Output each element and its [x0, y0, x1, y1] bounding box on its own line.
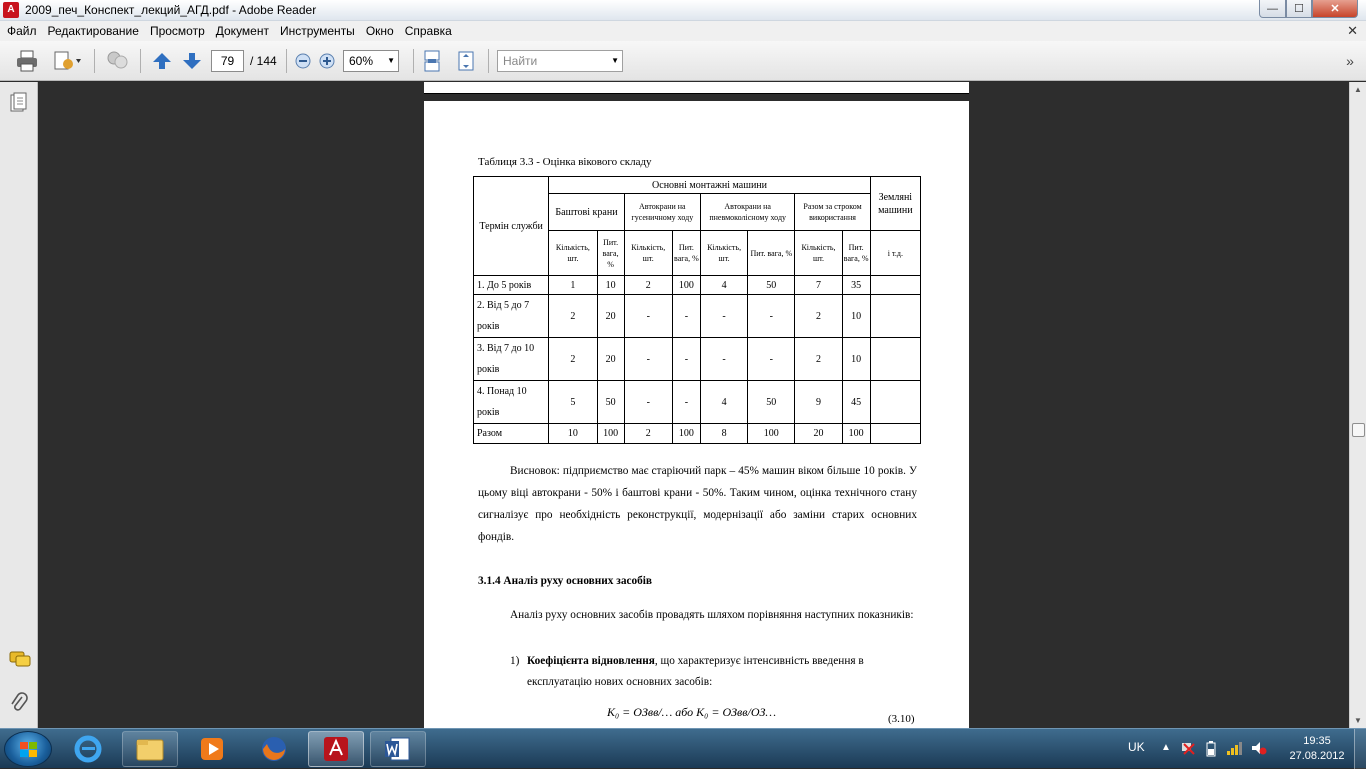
- table-cell: 50: [748, 381, 795, 424]
- adobe-reader-icon: A: [3, 2, 19, 18]
- table-cell: [870, 381, 920, 424]
- table-cell: 20: [597, 338, 624, 381]
- taskbar-media-player[interactable]: [184, 731, 240, 767]
- menu-tools[interactable]: Инструменты: [279, 24, 355, 38]
- list-item-bold: Коефіцієнта відновлення: [527, 655, 655, 667]
- table-cell: 4. Понад 10 років: [474, 381, 549, 424]
- table-cell: 45: [842, 381, 870, 424]
- internet-explorer-icon: [73, 734, 103, 764]
- table-cell: 2: [549, 338, 597, 381]
- taskbar-word[interactable]: [370, 731, 426, 767]
- taskbar-adobe-reader[interactable]: [308, 731, 364, 767]
- page-scroll-icon: [422, 50, 442, 72]
- header-qty: Кількість, шт.: [700, 231, 747, 276]
- header-main-machines: Основні монтажні машини: [549, 177, 870, 194]
- table-cell: 2: [795, 295, 842, 338]
- printer-icon: [15, 50, 39, 72]
- arrow-up-icon: [152, 51, 172, 71]
- taskbar-ie[interactable]: [60, 731, 116, 767]
- table-cell: [870, 295, 920, 338]
- expand-icon[interactable]: »: [1346, 53, 1354, 69]
- window-controls: [1259, 0, 1358, 18]
- age-structure-table: [473, 176, 921, 444]
- table-cell: 50: [748, 276, 795, 295]
- arrow-down-icon: [182, 51, 202, 71]
- header-share: Пит. вага, %: [842, 231, 870, 276]
- table-cell: 2: [624, 276, 672, 295]
- table-cell: -: [672, 381, 700, 424]
- comments-icon[interactable]: [9, 650, 31, 675]
- adobe-reader-icon: [322, 735, 350, 763]
- section-heading: 3.1.4 Аналіз руху основних засобів: [478, 575, 653, 587]
- page-number-input[interactable]: 79: [211, 50, 244, 72]
- toolbar: [0, 41, 1366, 81]
- table-cell: 100: [748, 424, 795, 444]
- pdf-page: [424, 101, 969, 728]
- table-cell: 100: [672, 424, 700, 444]
- battery-icon[interactable]: [1206, 741, 1216, 760]
- menu-close-icon[interactable]: ✕: [1347, 23, 1358, 38]
- table-row: [474, 276, 921, 295]
- find-placeholder: Найти: [503, 54, 538, 68]
- volume-icon[interactable]: [1251, 741, 1267, 758]
- table-row: [474, 295, 921, 338]
- media-player-icon: [198, 735, 226, 763]
- menu-view[interactable]: Просмотр: [149, 24, 205, 38]
- signal-icon[interactable]: [1226, 741, 1242, 758]
- table-cell: 9: [795, 381, 842, 424]
- menu-help[interactable]: Справка: [404, 24, 452, 38]
- header-total-by-term: Разом за строком використання: [795, 194, 870, 231]
- word-icon: [383, 735, 413, 763]
- taskbar-explorer[interactable]: [122, 731, 178, 767]
- table-cell: 100: [597, 424, 624, 444]
- table-cell: 10: [549, 424, 597, 444]
- previous-page-bottom: [424, 82, 969, 94]
- table-cell: -: [748, 338, 795, 381]
- table-cell: 4: [700, 276, 747, 295]
- zoom-value: 60%: [349, 54, 374, 68]
- table-cell: 35: [842, 276, 870, 295]
- table-cell: 5: [549, 381, 597, 424]
- table-cell: 2. Від 5 до 7 років: [474, 295, 549, 338]
- list-item-text: , що характеризує інтенсивність введення в: [654, 655, 864, 667]
- header-share: Пит. вага, %: [597, 231, 624, 276]
- header-qty: Кількість, шт.: [795, 231, 842, 276]
- zoom-in-icon: [319, 53, 335, 69]
- print-button[interactable]: [14, 49, 40, 73]
- table-cell: -: [672, 338, 700, 381]
- table-cell: 2: [795, 338, 842, 381]
- find-dropdown-icon[interactable]: ▼: [611, 56, 619, 65]
- chevron-down-icon: ▼: [387, 56, 395, 65]
- table-cell: 3. Від 7 до 10 років: [474, 338, 549, 381]
- header-pneumatic-cranes: Автокрани на пневмоколісному ходу: [700, 194, 794, 231]
- header-earth-machines: Земляні машини: [870, 177, 920, 231]
- list-item: [527, 651, 917, 671]
- title-bar: [0, 0, 1366, 21]
- window-title: 2009_печ_Конспект_лекций_АГД.pdf - Adobe Reader: [25, 3, 317, 17]
- menu-bar: [0, 21, 1366, 41]
- table-cell: 8: [700, 424, 747, 444]
- fit-page-icon: [456, 50, 476, 72]
- folder-icon: [135, 736, 165, 762]
- table-cell: 2: [624, 424, 672, 444]
- scroll-thumb[interactable]: [1352, 423, 1365, 437]
- menu-edit[interactable]: Редактирование: [47, 24, 139, 38]
- table-cell: 10: [842, 295, 870, 338]
- share-button[interactable]: [103, 49, 131, 73]
- scrolling-mode-button[interactable]: [420, 49, 444, 73]
- vertical-scrollbar[interactable]: [1349, 82, 1366, 728]
- table-cell: 2: [549, 295, 597, 338]
- windows-logo-icon: [20, 742, 38, 758]
- conclusion-paragraph: Висновок: підприємство має старіючий парк – 45% машин віком більше 10 років. У цьому віці автокрани - 50% і баштові крани - 50%. Таким чином, оцінка технічного стану сигналізує про необхідність реконструкції, модернізації або заміни старих основних фондів.: [478, 465, 917, 543]
- start-button[interactable]: [4, 731, 52, 767]
- fit-page-button[interactable]: [454, 49, 478, 73]
- menu-document[interactable]: Документ: [215, 24, 269, 38]
- table-row: [474, 381, 921, 424]
- scroll-up-icon[interactable]: ▲: [1354, 85, 1362, 94]
- table-cell: 100: [842, 424, 870, 444]
- pages-icon[interactable]: [9, 92, 29, 119]
- clock[interactable]: [1282, 734, 1352, 764]
- header-tower-cranes: Баштові крани: [549, 194, 624, 231]
- taskbar-firefox[interactable]: [246, 731, 302, 767]
- list-item-continuation: експлуатацію нових основних засобів:: [527, 676, 713, 688]
- zoom-select[interactable]: [343, 50, 399, 72]
- table-cell: 50: [597, 381, 624, 424]
- table-cell: Разом: [474, 424, 549, 444]
- table-cell: 20: [597, 295, 624, 338]
- table-cell: 20: [795, 424, 842, 444]
- minimize-button[interactable]: —: [1259, 0, 1286, 18]
- table-cell: -: [672, 295, 700, 338]
- table-cell: 10: [597, 276, 624, 295]
- table-cell: -: [624, 295, 672, 338]
- table-row: [474, 338, 921, 381]
- header-term: Термін служби: [474, 177, 549, 276]
- close-button[interactable]: ✕: [1312, 0, 1358, 18]
- table-cell: -: [624, 338, 672, 381]
- paperclip-icon[interactable]: [9, 692, 29, 719]
- zoom-out-button[interactable]: [294, 52, 312, 70]
- page-total: / 144: [250, 54, 277, 68]
- taskbar: [0, 728, 1366, 768]
- header-share: Пит. вага, %: [672, 231, 700, 276]
- table-row: [474, 424, 921, 444]
- menu-window[interactable]: Окно: [365, 24, 394, 38]
- table-caption: Таблиця 3.3 - Оцінка вікового складу: [478, 156, 652, 168]
- header-qty: Кількість, шт.: [549, 231, 597, 276]
- list-number: 1): [510, 655, 520, 667]
- table-cell: 1. До 5 років: [474, 276, 549, 295]
- document-share-icon: [52, 50, 82, 72]
- header-qty: Кількість, шт.: [624, 231, 672, 276]
- intro-paragraph: Аналіз руху основних засобів провадять шляхом порівняння наступних показників:: [510, 609, 914, 621]
- table-cell: 100: [672, 276, 700, 295]
- table-cell: 4: [700, 381, 747, 424]
- formula: K₀ = ОЗвв/… або K₀ = ОЗвв/ОЗ…: [607, 705, 777, 719]
- zoom-out-icon: [295, 53, 311, 69]
- header-crawler-cranes: Автокрани на гусеничному ходу: [624, 194, 700, 231]
- next-page-button[interactable]: [180, 49, 204, 73]
- network-icon[interactable]: [1181, 741, 1195, 758]
- language-indicator[interactable]: UK: [1128, 740, 1145, 754]
- collaborate-button[interactable]: [50, 49, 84, 73]
- table-cell: 10: [842, 338, 870, 381]
- table-cell: -: [748, 295, 795, 338]
- table-cell: -: [700, 295, 747, 338]
- people-icon: [104, 50, 130, 72]
- zoom-in-button[interactable]: [318, 52, 336, 70]
- find-input[interactable]: [497, 50, 623, 72]
- header-share: Пит. вага, %: [748, 231, 795, 276]
- header-etc: і т.д.: [870, 231, 920, 276]
- navigation-pane: [0, 82, 38, 728]
- previous-page-button[interactable]: [150, 49, 174, 73]
- table-cell: 1: [549, 276, 597, 295]
- table-cell: [870, 276, 920, 295]
- table-cell: 7: [795, 276, 842, 295]
- table-cell: -: [624, 381, 672, 424]
- firefox-icon: [259, 734, 289, 764]
- table-cell: -: [700, 338, 747, 381]
- formula-number: (3.10): [888, 713, 915, 725]
- scroll-down-icon[interactable]: ▼: [1354, 716, 1362, 725]
- table-cell: [870, 424, 920, 444]
- table-cell: [870, 338, 920, 381]
- show-desktop-button[interactable]: [1354, 729, 1366, 769]
- maximize-button[interactable]: ☐: [1286, 0, 1312, 18]
- menu-file[interactable]: Файл: [7, 24, 37, 38]
- tray-expand-icon[interactable]: ▲: [1161, 742, 1171, 753]
- clock-date: 27.08.2012: [1289, 750, 1345, 762]
- clock-time: 19:35: [1303, 735, 1331, 747]
